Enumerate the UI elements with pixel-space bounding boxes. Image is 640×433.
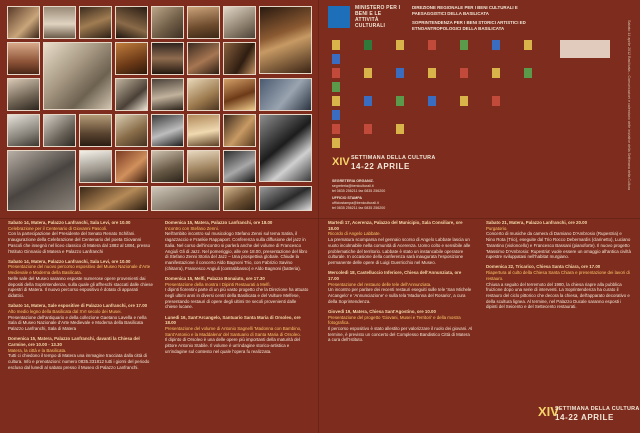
event-entry <box>328 309 473 343</box>
event-entry <box>328 220 473 266</box>
crest-icon <box>524 40 532 50</box>
event-entry <box>165 276 310 310</box>
event-entry <box>486 220 632 260</box>
event-title: Celebrazione per il Centenario di Giovanni Pascoli. <box>8 225 108 231</box>
program-column-3 <box>328 220 473 348</box>
event-body: Un incontro per parlare dei recenti restauri eseguiti sulle tele 'San Michele Arcangelo' e 'Annunciazione' e sulla tela 'Madonna del Rosario', a cura della Soprintendenza. <box>328 287 472 304</box>
photo-tile <box>187 6 220 39</box>
event-entry <box>8 303 153 332</box>
program-column-4 <box>486 220 632 315</box>
event-heading: Sabato 14, Matera, Sale espositive di Palazzo Lanfranchi, ore 17.00 <box>8 303 148 309</box>
photo-tile <box>187 150 220 183</box>
crest-icon <box>460 40 468 50</box>
photo-large <box>43 42 112 110</box>
photo-tile <box>115 42 148 75</box>
contact-line: SEGRETERIA ORGANIZ. <box>332 179 374 183</box>
photo-tile <box>223 150 256 183</box>
mibac-logo <box>328 6 350 28</box>
photo-tile <box>187 42 220 75</box>
crest-icon <box>364 68 372 78</box>
event-heading: Domenica 15, Melfi, Palazzo Bonaiuto, ore 17.30 <box>165 275 265 281</box>
event-title: Riapertura al culto della Chiesa Santa Chiara e presentazione dei lavori di restauro. <box>486 270 630 281</box>
direzione-line-1: DIREZIONE REGIONALE PER I BENI CULTURALI E PAESAGGISTICI DELLA BASILICATA <box>412 5 518 16</box>
event-body: Concerto di musiche da camera di Damiano D'Ambrosio (Rupestria) e Nino Rota (Trio), eseguite dal Trio Rocco Debernardis (clarinetto), Luciano Tarantino (violoncello) e Francesco Bassani (pianoforte). Il nuovo progetto 'Massimo D'Ambrosio: Rupestria' vuole essere un omaggio all'antica civiltà rupestre sviluppatasi nell'habitat murgiano. <box>486 231 631 260</box>
photo-tile <box>151 114 184 147</box>
fold-line-horizontal <box>0 218 640 219</box>
contact-line: UFFICIO STAMPA <box>332 196 363 201</box>
event-heading: Sabato 21, Matera, Palazzo Lanfranchi, ore 20.00 <box>486 220 588 225</box>
footer-title: SETTIMANA DELLA CULTURA <box>555 406 640 412</box>
crest-icon <box>332 68 340 78</box>
photo-tile <box>43 6 76 39</box>
event-heading: Mercoledì 18, Castelluccio Inferiore, Chiesa dell'Annunziata, ore 17.00 <box>328 270 462 281</box>
vertical-caption <box>622 20 632 210</box>
crest-icon <box>428 68 436 78</box>
event-title: Alto medio legno della Basilicata dal XVI secolo dei Musei. <box>8 308 122 314</box>
photo-tile <box>7 150 76 211</box>
ministero-label: MINISTERO PER I BENI E LE ATTIVITÀ CULTURALI <box>355 5 401 29</box>
crest-icon <box>396 68 404 78</box>
crest-icon <box>332 138 340 148</box>
program-column-1 <box>8 220 153 375</box>
direzione-line-2: SOPRINTENDENZA PER I BENI STORICI ARTISTICI ED ETNOANTROPOLOGICI DELLA BASILICATA <box>412 20 526 31</box>
photo-tile <box>151 42 184 75</box>
crest-icon <box>428 40 436 50</box>
fold-line-vertical <box>318 0 319 433</box>
contacts-block <box>332 179 512 211</box>
event-body: Nelle sale del Museo saranno esposte numerose opere provenienti dai depositi della Soprintendenza, sulla quale gli affreschi staccati dalle chiese rupestri di Matera. Il nuovo percorso espositivo è dotato di apparati didattici. <box>8 275 153 298</box>
photo-tile <box>223 78 256 111</box>
settimana-dates: 14-22 APRILE <box>351 162 410 171</box>
crest-icon <box>364 40 372 50</box>
crest-icon <box>460 96 468 106</box>
crest-icon <box>332 40 340 50</box>
photo-tile <box>79 6 112 39</box>
event-entry <box>8 336 153 370</box>
event-heading: Domenica 22, Tricarico, Chiesa Santa Chiara, ore 17.00 <box>486 264 601 270</box>
event-heading: Domenica 15, Matera, Palazzo Lanfranchi, davanti la Chiesa del Carmine, ore 10.00 - 13.30 <box>8 336 140 347</box>
event-title: Purgatorio. <box>486 225 508 231</box>
vertical-caption-text: Sabato 14 aprile 2012 Basilicata – Comunicazioni e calendario delle iniziative della Settimana della Cultura <box>627 20 631 191</box>
photo-tile <box>151 78 184 111</box>
photo-tile <box>7 78 40 111</box>
event-entry <box>328 270 473 304</box>
crest-icon <box>364 124 372 134</box>
photo-tile <box>223 186 256 211</box>
event-title: Presentazione della mostra I Dipinti Restaurati a Melfi. <box>165 281 271 287</box>
event-entry <box>8 220 153 254</box>
event-heading: Lunedì 16, Sant'Arcangelo, Santuario Santa Maria di Orsoleo, ore 18.00 <box>165 314 301 326</box>
photo-large <box>259 6 312 74</box>
contact-line: ufficiostampa@beniculturali.it <box>332 201 379 206</box>
event-body: Il percorso espositivo è stato allestito per valorizzare il ruolo dei giovani. Al termine, è previsto un concerto del Complesso Bandistico Città di Matera a cura dell'Istituto. <box>328 325 473 343</box>
photo-tile <box>79 150 112 183</box>
direzione-label <box>412 5 552 32</box>
event-entry <box>8 259 153 299</box>
crest-icon <box>332 96 340 106</box>
footer-dates: 14-22 APRILE <box>555 413 614 422</box>
event-body: La prematura scomparsa nel gennaio scorso di Angelo Labbate lascia un vuoto incolmabile nella comunità di Acerenza. Uomo colto e sensibile alle problematiche del territorio. Labbate è stato un instancabile operatore culturale. In occasione della conferenza sarà inaugurata l'esposizione permanente delle opere di Luigi Guerricchio nel Museo. <box>328 237 471 265</box>
crest-icon <box>428 96 436 106</box>
event-title: Presentazione del progetto 'Giovani, Musei e Territori' e della mostra fotografica. <box>328 314 461 326</box>
crest-icon <box>364 96 372 106</box>
event-body: Il dipinto di Orsoleo è una delle opere più importanti della maturità del pittore Antonio Stabile. Il volume è un'indagine storico-artistica e un'indagine sul contesto nel quale l'opera fu realizzata. <box>165 337 300 354</box>
event-heading: Sabato 14, Matera, Palazzo Lanfranchi, Sala Levi, ore 10.00 <box>8 220 131 225</box>
photo-grid <box>0 0 316 218</box>
photo-tile <box>79 186 148 211</box>
event-entry <box>486 264 632 310</box>
photo-tile <box>43 114 76 147</box>
photo-large <box>259 114 312 182</box>
crest-icon <box>332 54 340 64</box>
crest-icon <box>492 68 500 78</box>
photo-tile <box>7 6 40 39</box>
photo-tile <box>151 186 220 211</box>
program-column-2 <box>165 220 310 359</box>
photo-tile <box>187 114 220 147</box>
footer-numeral: XIV <box>538 404 559 419</box>
partner-logo <box>560 40 610 58</box>
crest-icon <box>332 124 340 134</box>
crest-icon <box>524 68 532 78</box>
settimana-numeral: XIV <box>332 156 350 168</box>
crest-icon <box>396 124 404 134</box>
event-body: Presentazione dell'antiquario e della collezione Gaetano Lavella e nella Sala di Museo Nazionale d'Arte Medievale e Moderna della Basilicata Palazzo Lanfranchi, Sala di Matera <box>8 314 147 331</box>
photo-tile <box>151 6 184 39</box>
event-body: Chiusa a seguito del terremoto del 1980, la chiesa riapre alla pubblica fruizione dopo una serie di interventi. La Soprintendenza ha curato il restauro del ciclo pittorico che decora la chiesa, dell'apparato decorativo e della scultura lignea. Al termine, nel Palazzo Ducale saranno esposti i dipinti del Seicento e del Settecento restaurati. <box>486 281 630 310</box>
contact-line: tel 0835 256211 fax 0835 256200 <box>332 188 386 193</box>
photo-tile <box>151 150 184 183</box>
event-body: Con la partecipazione del Presidente del Senato Renato Schifani. Inaugurazione della Celebrazione del Centenario del poeta Giovanni Pascoli che insegnò nel liceo classico di Matera dal 1882 al 1884, presso l'Istituto Ginnasio di Matera e Palazzo Lanfranchi <box>8 231 151 254</box>
photo-tile <box>223 42 256 75</box>
contact-line: tel 0835 256211 fax 0835 256200 <box>332 205 386 210</box>
event-title: Presentazione del volume di Antonio Sagnelli 'Madonna con Bambino, Sant'Antonio e la Maddalena' del Santuario di Santa Maria di Orsoleo. <box>165 325 302 337</box>
crest-icon <box>460 68 468 78</box>
contact-line: segreteria@beniculturali.it <box>332 183 374 188</box>
crest-icon <box>492 40 500 50</box>
photo-tile <box>115 78 148 111</box>
event-entry <box>165 315 310 355</box>
event-body: Tutti ci chiedono il tempo di Matera una immagine tracciata dalla città di cultura. Info e prenotazioni: numero 0835.331812 tutti i giorni del periodo escluso dal lunedì al sabato presso il Museo di Palazzo Lanfranchi. <box>8 353 150 370</box>
event-heading: Martedì 17, Acerenza, Palazzo del Municipio, Sala Consiliare, ore 18.00 <box>328 220 463 231</box>
event-title: Ricordo di Angelo Labbate. <box>328 231 381 237</box>
event-heading: Domenica 15, Matera, Palazzo Lanfranchi, ore 18.00 <box>165 220 273 225</box>
photo-tile <box>259 78 312 111</box>
photo-tile <box>115 150 148 183</box>
event-title: Presentazione del restauro delle tele dell'Annunziata. <box>328 281 432 287</box>
event-title: Incontro con Stefano Zenni. <box>165 225 219 231</box>
event-body: I dipinti fiorentini parte di un più vasto progetto che la Direzione ha attuato negli ultimi anni in diversi centri della Basilicata e del Vulture Melfese, presentando restauri di opere degli ultimi tre secoli provenienti dalle chiese lucane. <box>165 287 309 310</box>
event-title: Matera, la città e la Basilicata. <box>8 347 67 353</box>
photo-tile <box>115 114 148 147</box>
crest-icon <box>332 110 340 120</box>
event-entry <box>165 220 310 271</box>
photo-tile <box>223 114 256 147</box>
crest-icon <box>396 96 404 106</box>
partner-crests <box>332 40 552 150</box>
photo-tile <box>7 114 40 147</box>
event-body: Nell'ambito incontro sul musicologo Stefano Zenni sul tema Satira, il ragazzaccio e Frankie Rappaport. Conferenza sulla diffusione del jazz in Italia. Nel corso dell'incontro si parlerà anche del volume di Francesco Angiuli Gli di Jazz. Nel pomeriggio, alle ore 18.00, presentazione del libro di Stefano Zenni Storia del Jazz – Una prospettiva globale. Chiude la manifestazione il concerto Aldo Bagnoni Trio, con Fabrizio Savino (chitarra), Francesco Angiuli (contrabbasso) e Aldo Bagnoni (batteria). <box>165 231 308 271</box>
photo-tile <box>223 6 256 39</box>
crest-icon <box>332 82 340 92</box>
settimana-title: SETTIMANA DELLA CULTURA <box>351 155 436 161</box>
event-heading: Giovedì 19, Matera, Chiesa Sant'Agostino, ore 10.00 <box>328 308 436 314</box>
crest-icon <box>396 40 404 50</box>
photo-tile <box>79 114 112 147</box>
event-heading: Sabato 14, Matera, Palazzo Lanfranchi, Sala Levi, ore 10.00 <box>8 258 131 264</box>
crest-icon <box>492 96 500 106</box>
event-title: Presentazione del nuovo percorso espositivo del Museo Nazionale d'Arte Medievale e Moderna della Basilicata. <box>8 264 151 276</box>
photo-tile <box>115 6 148 39</box>
photo-tile <box>187 78 220 111</box>
photo-tile <box>7 42 40 75</box>
photo-tile <box>259 186 312 211</box>
